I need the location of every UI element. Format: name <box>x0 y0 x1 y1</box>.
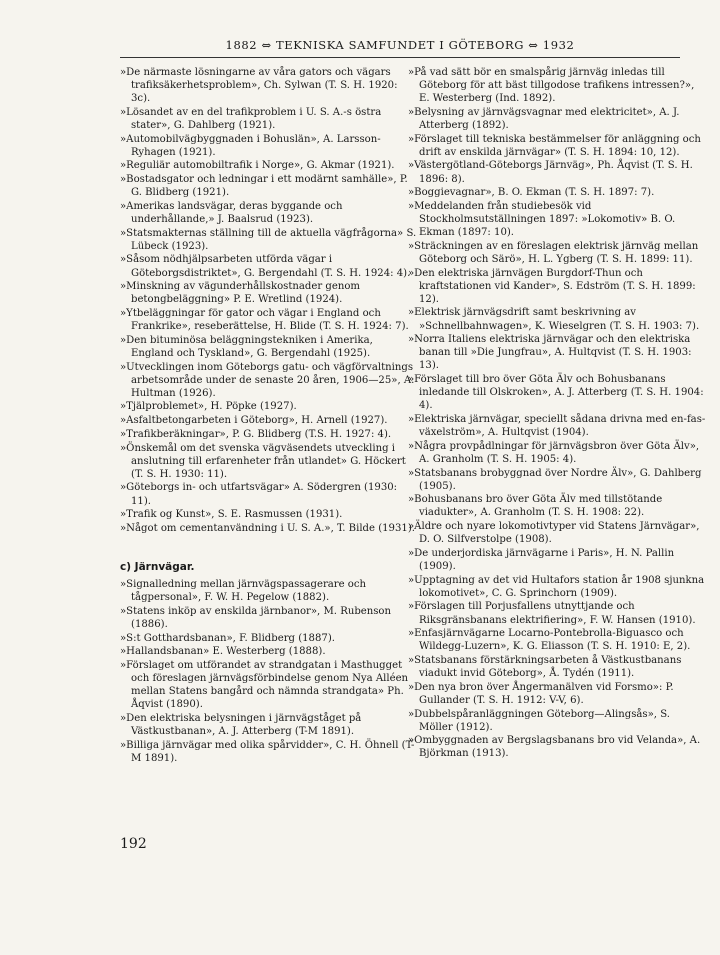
running-header: 1882 ⇔ TEKNISKA SAMFUNDET I GÖTEBORG ⇔ 1932 <box>225 38 575 52</box>
bibliography-entry: »Bohusbanans bro över Göta Älv med tillstötande viadukter», A. Granholm (T. S. H. 1908: 22). <box>408 494 663 519</box>
bibliography-entry: »Hallandsbanan» E. Westerberg (1888). <box>120 646 326 658</box>
bibliography-entry: »Trafik og Kunst», S. E. Rasmussen (1931). <box>120 509 343 521</box>
bibliography-entry: »Norra Italiens elektriska järnvägar och den elektriska banan till »Die Jungfrau», A. Hultqvist (T. S. H. 1903: 13). <box>408 334 692 372</box>
bibliography-entry: »Förslagen till Porjusfallens utnyttjande och Riksgränsbanans elektrifiering», F. W. Hansen (1910). <box>408 601 696 626</box>
bibliography-entry: »Lösandet av en del trafikproblem i U. S. A.-s östra stater», G. Dahlberg (1921). <box>120 106 382 131</box>
bibliography-entry: »Sträckningen av en föreslagen elektrisk järnväg mellan Göteborg och Särö», H. L. Ygberg (T. S. H. 1899: 11). <box>408 240 699 265</box>
bibliography-entry: »Minskning av vägunderhållskostnader genom betongbeläggning» P. E. Wretlind (1924). <box>120 281 360 306</box>
bibliography-entry: »Tjälproblemet», H. Pöpke (1927). <box>120 401 297 413</box>
bibliography-entry: »Statsbanans brobyggnad över Nordre Älv», G. Dahlberg (1905). <box>408 467 702 492</box>
bibliography-entry: »Statsmakternas ställning till de aktuella vägfrågorna» S. Lübeck (1923). <box>120 227 417 252</box>
bibliography-entry: »Elektrisk järnvägsdrift samt beskrivning av »Schnellbahnwagen», K. Wieselgren (T. S. H. 1903: 7). <box>408 307 700 332</box>
page-number: 192 <box>120 836 147 852</box>
bibliography-entry: »På vad sätt bör en smalspårig järnväg inledas till Göteborg för att bäst tillgodose trafikens intressen?», E. Westerberg (Ind. 1892). <box>408 67 695 105</box>
bibliography-entry: »Den elektriska järnvägen Burgdorf-Thun och kraftstationen vid Kander», S. Edström (T. S. H. 1899: 12). <box>408 267 696 305</box>
bibliography-entry: »Västergötland-Göteborgs Järnväg», Ph. Åqvist (T. S. H. 1896: 8). <box>408 160 693 185</box>
bibliography-entry: »Ombyggnaden av Bergslagsbanans bro vid Velanda», A. Björkman (1913). <box>408 735 701 760</box>
bibliography-entry: »Belysning av järnvägsvagnar med elektricitet», A. J. Atterberg (1892). <box>408 106 680 131</box>
railway-entries <box>120 578 418 765</box>
left-column <box>120 66 418 766</box>
bibliography-entry: »Dubbelspåranläggningen Göteborg—Alingsås», S. Möller (1912). <box>408 708 670 733</box>
bibliography-entry: »Statsbanans förstärkningsarbeten å Västkustbanans viadukt invid Göteborg», Å. Tydén (1911). <box>408 655 682 680</box>
roads-entries <box>120 66 418 535</box>
right-column <box>408 66 706 761</box>
bibliography-entry: »Den bituminösa beläggningstekniken i Amerika, England och Tyskland», G. Bergendahl (1925). <box>120 334 373 359</box>
bibliography-entry: »Asfaltbetongarbeten i Göteborg», H. Arnell (1927). <box>120 415 388 427</box>
bibliography-entry: »Amerikas landsvägar, deras byggande och underhållande,» J. Baalsrud (1923). <box>120 200 343 225</box>
bibliography-entry: »Automobilvägbyggnaden i Bohuslän», A. Larsson-Ryhagen (1921). <box>120 133 381 158</box>
bibliography-entry: »Elektriska järnvägar, speciellt sådana drivna med en-fas-växelström», A. Hultqvist (1904). <box>408 413 706 439</box>
bibliography-entry: »Förslaget till bro över Göta Älv och Bohusbanans inledande till Olskroken», A. J. Atterberg (T. S. H. 1904: 4). <box>408 374 704 412</box>
bibliography-entry: »S:t Gotthardsbanan», F. Blidberg (1887). <box>120 632 335 644</box>
railway-entries-continued <box>408 66 706 761</box>
bibliography-entry: »De närmaste lösningarne av våra gators och vägars trafiksäkerhetsproblem», Ch. Sylwan (T. S. H. 1920: 3c). <box>120 67 398 105</box>
section-title-railways: c) Järnvägar. <box>120 560 195 573</box>
bibliography-entry: »Den elektriska belysningen i järnvägståget på Västkustbanan», A. J. Atterberg (T-M 1891). <box>120 712 362 738</box>
bibliography-entry: »Några provpådlningar för järnvägsbron över Göta Älv», A. Granholm (T. S. H. 1905: 4). <box>408 440 700 465</box>
bibliography-entry: »Förslaget till tekniska bestämmelser för anläggning och drift av enskilda järnvägar» (T. S. H. 1894: 10, 12). <box>408 133 701 158</box>
bibliography-entry: »Äldre och nyare lokomotivtyper vid Statens Järnvägar», D. O. Silfverstolpe (1908). <box>408 521 700 546</box>
bibliography-entry: »Reguliär automobiltrafik i Norge», G. Akmar (1921). <box>120 160 395 172</box>
bibliography-entry: »Boggievagnar», B. O. Ekman (T. S. H. 1897: 7). <box>408 187 655 199</box>
bibliography-entry: »Ytbeläggningar för gator och vägar i England och Frankrike», reseberättelse, H. Blide (T. S. H. 1924: 7). <box>120 308 409 333</box>
bibliography-entry: »Statens inköp av enskilda järnbanor», M. Rubenson (1886). <box>120 605 392 630</box>
bibliography-entry: »Bostadsgator och ledningar i ett modärnt samhälle», P. G. Blidberg (1921). <box>120 174 408 199</box>
bibliography-entry: »Såsom nödhjälpsarbeten utförda vägar i Göteborgsdistriktet», G. Bergendahl (T. S. H. 1924: 4). <box>120 254 411 279</box>
bibliography-entry: »Meddelanden från studiebesök vid Stockholmsutställningen 1897: »Lokomotiv» B. O. Ekman (1897: 10). <box>408 200 676 239</box>
header-rule <box>120 57 680 58</box>
bibliography-entry: »Signalledning mellan järnvägspassagerare och tågpersonal», F. W. H. Pegelow (1882). <box>120 579 367 604</box>
bibliography-entry: »Önskemål om det svenska vägväsendets utveckling i anslutning till erfarenheter från utlandet» G. Höckert (T. S. H. 1930: 11). <box>120 442 406 480</box>
bibliography-entry: »Göteborgs in- och utfartsvägar» A. Södergren (1930: 11). <box>120 482 398 507</box>
bibliography-entry: »Den nya bron över Ångermanälven vid Forsmo»: P. Gullander (T. S. H. 1912: V-V, 6). <box>408 681 674 706</box>
bibliography-entry: »Något om cementanvändning i U. S. A.», T. Bilde (1931). <box>120 522 415 534</box>
bibliography-entry: »Upptagning av det vid Hultafors station år 1908 sjunkna lokomotivet», C. G. Sprinchorn (1909). <box>408 574 705 599</box>
bibliography-entry: »Enfasjärnvägarne Locarno-Pontebrolla-Biguasco och Wildegg-Luzern», K. G. Eliasson (T. S. H. 1910: E, 2). <box>408 628 691 653</box>
bibliography-entry: »Förslaget om utförandet av strandgatan i Masthugget och föreslagen järnvägsförbindelse genom Nya Alléen mellan Statens bangård och nämnda strandgata» Ph. Åqvist (1890). <box>120 660 409 711</box>
bibliography-entry: »Trafikberäkningar», P. G. Blidberg (T.S. H. 1927: 4). <box>120 428 392 440</box>
bibliography-entry: »Utvecklingen inom Göteborgs gatu- och vägförvaltnings arbetsområde under de senaste 20 åren, 1906—25», A. Hultman (1926). <box>120 361 415 399</box>
bibliography-entry: »De underjordiska järnvägarne i Paris», H. N. Pallin (1909). <box>408 547 675 572</box>
bibliography-entry: »Billiga järnvägar med olika spårvidder», C. H. Öhnell (T-M 1891). <box>120 739 415 764</box>
